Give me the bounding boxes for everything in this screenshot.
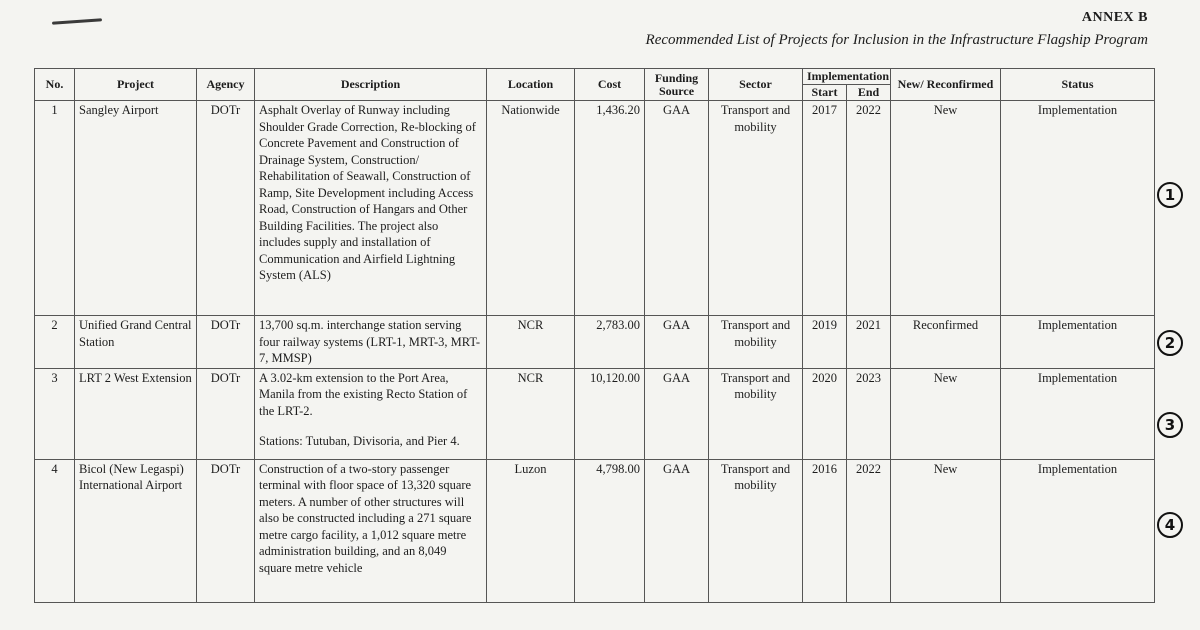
cell-end: 2021 xyxy=(847,316,891,369)
cell-funding: GAA xyxy=(645,368,709,459)
header-sector: Sector xyxy=(709,69,803,101)
cell-cost: 1,436.20 xyxy=(575,101,645,316)
cell-sector: Transport and mobility xyxy=(709,316,803,369)
cell-agency: DOTr xyxy=(197,459,255,602)
cell-start: 2016 xyxy=(803,459,847,602)
header-new-reconfirmed: New/ Reconfirmed xyxy=(891,69,1001,101)
annotation-circle-2: 2 xyxy=(1157,330,1183,356)
cell-agency: DOTr xyxy=(197,368,255,459)
cell-project: Unified Grand Central Station xyxy=(75,316,197,369)
cell-no: 1 xyxy=(35,101,75,316)
cell-agency: DOTr xyxy=(197,316,255,369)
table-row xyxy=(35,368,1155,459)
cell-project: Sangley Airport xyxy=(75,101,197,316)
annotation-circle-1: 1 xyxy=(1157,182,1183,208)
header-agency: Agency xyxy=(197,69,255,101)
description-text: Asphalt Overlay of Runway including Shoulder Grade Correction, Re-blocking of Concrete Pavement and Construction of Drainage System, Construction/ Rehabilitation of Seawall, Construction of Ramp, Site Development including Access Road, Construction of Hangars and Other Building Facilities. The project also includes supply and installation of Communication and Airfield Lightning System (ALS) xyxy=(259,103,476,282)
cell-new-reconfirmed: New xyxy=(891,368,1001,459)
header-funding: Funding Source xyxy=(645,69,709,101)
description-text: Construction of a two-story passenger terminal with floor space of 13,320 square meters. A number of other structures will also be constructed including a 271 square metre cargo facility, a 1,012 square metre administration building, and an 8,049 square metre vehicle xyxy=(259,461,472,575)
table-row xyxy=(35,459,1155,602)
cell-location: NCR xyxy=(487,368,575,459)
description-text: A 3.02-km extension to the Port Area, Manila from the existing Recto Station of the LRT-2. xyxy=(259,370,468,418)
cell-location: Luzon xyxy=(487,459,575,602)
header-status: Status xyxy=(1001,69,1155,101)
header-description: Description xyxy=(255,69,487,101)
table-row xyxy=(35,316,1155,369)
cell-project: Bicol (New Legaspi) International Airport xyxy=(75,459,197,602)
cell-cost: 4,798.00 xyxy=(575,459,645,602)
cell-start: 2017 xyxy=(803,101,847,316)
cell-location: NCR xyxy=(487,316,575,369)
cell-status: Implementation xyxy=(1001,459,1155,602)
header-location: Location xyxy=(487,69,575,101)
header-implementation: Implementation xyxy=(803,69,891,85)
cell-no: 2 xyxy=(35,316,75,369)
cell-status: Implementation xyxy=(1001,101,1155,316)
cell-sector: Transport and mobility xyxy=(709,459,803,602)
cell-location: Nationwide xyxy=(487,101,575,316)
table-row xyxy=(35,101,1155,316)
projects-table xyxy=(34,68,1155,603)
annex-label: ANNEX B xyxy=(1081,10,1148,25)
pen-mark xyxy=(52,18,102,24)
cell-description xyxy=(255,368,487,459)
header-cost: Cost xyxy=(575,69,645,101)
cell-end: 2022 xyxy=(847,459,891,602)
cell-new-reconfirmed: New xyxy=(891,101,1001,316)
cell-start: 2020 xyxy=(803,368,847,459)
header-no: No. xyxy=(35,69,75,101)
cell-cost: 2,783.00 xyxy=(575,316,645,369)
cell-end: 2023 xyxy=(847,368,891,459)
cell-funding: GAA xyxy=(645,459,709,602)
cell-agency: DOTr xyxy=(197,101,255,316)
cell-cost: 10,120.00 xyxy=(575,368,645,459)
cell-new-reconfirmed: Reconfirmed xyxy=(891,316,1001,369)
cell-sector: Transport and mobility xyxy=(709,368,803,459)
header-start: Start xyxy=(803,85,847,101)
cell-description xyxy=(255,101,487,316)
cell-project: LRT 2 West Extension xyxy=(75,368,197,459)
document-subtitle: Recommended List of Projects for Inclusion in the Infrastructure Flagship Program xyxy=(645,32,1148,48)
cell-no: 3 xyxy=(35,368,75,459)
cell-funding: GAA xyxy=(645,316,709,369)
cell-description xyxy=(255,459,487,602)
annotation-circle-3: 3 xyxy=(1157,412,1183,438)
cell-funding: GAA xyxy=(645,101,709,316)
description-text: 13,700 sq.m. interchange station serving four railway systems (LRT-1, MRT-3, MRT-7, MMSP) xyxy=(259,318,481,365)
cell-sector: Transport and mobility xyxy=(709,101,803,316)
header-end: End xyxy=(847,85,891,101)
cell-end: 2022 xyxy=(847,101,891,316)
cell-description xyxy=(255,316,487,369)
cell-status: Implementation xyxy=(1001,368,1155,459)
header-project: Project xyxy=(75,69,197,101)
description-stations: Stations: Tutuban, Divisoria, and Pier 4. xyxy=(259,434,460,448)
cell-start: 2019 xyxy=(803,316,847,369)
annotation-circle-4: 4 xyxy=(1157,512,1183,538)
cell-new-reconfirmed: New xyxy=(891,459,1001,602)
table-header-row xyxy=(35,69,1155,85)
cell-no: 4 xyxy=(35,459,75,602)
cell-status: Implementation xyxy=(1001,316,1155,369)
